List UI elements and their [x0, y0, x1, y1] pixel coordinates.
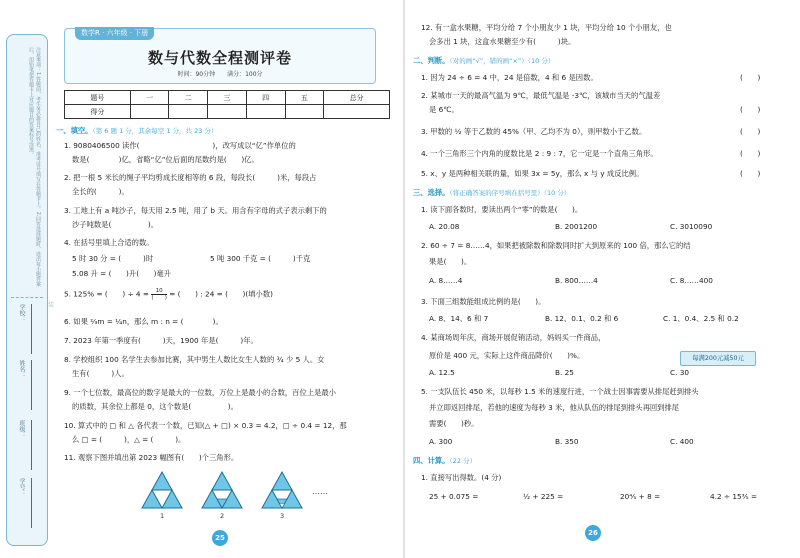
judge-3: 3. 甲数的 ½ 等于乙数的 45%（甲、乙均不为 0），则甲数小于乙数。 — [421, 127, 647, 136]
question-3a: 3. 工地上有 a 吨沙子，每天用 2.5 吨，用了 b 天。用含有字母的式子表示剩下的 — [64, 206, 327, 215]
section-note: （将正确答案的序号填在括号里）（10 分） — [449, 189, 571, 197]
question-5-part-a: 5. 125% = ( ) ÷ 4 = — [64, 289, 150, 299]
score-cell: 总分 — [324, 91, 390, 105]
fraction-numerator: 10 — [151, 288, 167, 295]
section-title: 四、计算。 — [413, 456, 450, 465]
choice-5b: 并立即返回排尾，若他的速度为每秒 3 米，他从队伍的排尾到排头再回到排尾 — [429, 403, 680, 412]
question-10a: 10. 算式中的 □ 和 △ 各代表一个数，已知(△ + □) × 0.3 = 4.2，□ ÷ 0.4 = 12，那 — [64, 421, 347, 430]
score-input-cell[interactable] — [246, 105, 285, 119]
judge-5-answer[interactable]: ( ) — [740, 169, 761, 178]
calc-1-item-c: 20⅘ + 8 = — [620, 492, 661, 501]
section-note: （第 6 题 1 分，其余每空 1 分，共 23 分） — [92, 127, 218, 135]
triangle-pattern-figure — [140, 470, 330, 518]
section-true-false — [413, 56, 554, 66]
triangle-ellipsis: …… — [312, 487, 328, 496]
score-input-cell[interactable] — [169, 105, 208, 119]
exam-meta: 时间：90分钟 满分：100分 — [177, 71, 263, 78]
choice-4a: 4. 某商场周年庆，商场开展促销活动，妈妈买一件商品， — [421, 333, 606, 342]
judge-5: 5. x、y 是两种相关联的量，如果 3x = 5y，那么 x 与 y 成反比例。 — [421, 169, 644, 178]
binding-cut-label: 装 — [48, 302, 55, 309]
section-note: （对的画“√”，错的画“×”）（10 分） — [449, 57, 555, 65]
question-9a: 9. 一个七位数，最高位的数字是最大的一位数，万位上是最小的合数，百位上是最小 — [64, 388, 336, 397]
triangle-figure-1 — [142, 472, 182, 508]
score-input-cell[interactable] — [130, 105, 169, 119]
score-cell: 五 — [285, 91, 324, 105]
question-7: 7. 2023 年第一季度有( )天，1900 年是( )年。 — [64, 336, 258, 345]
question-12b: 会多出 1 块，这盒水果糖至少有( )块。 — [429, 37, 576, 46]
grade-tag: 数学R · 六年级 · 下册 — [75, 27, 154, 40]
score-cell: 一 — [130, 91, 169, 105]
discount-sign: 每满200元减50元 — [680, 351, 756, 366]
judge-1-answer[interactable]: ( ) — [740, 73, 761, 82]
exam-notice: 注意事项：1.答题前，考生务必将自己的姓名、准考证号填写在答题卡上。2.回答选择题时，选出每小题答案后，用铅笔把答题卡上对应题目的答案标号涂黑。 — [28, 47, 41, 287]
choice-4-option-c[interactable]: C. 30 — [670, 368, 690, 377]
score-cell: 四 — [246, 91, 285, 105]
question-5-fraction — [151, 288, 167, 301]
field-class-label: 班级： — [18, 420, 25, 438]
choice-5-option-b[interactable]: B. 350 — [555, 437, 579, 446]
judge-2a: 2. 某城市一天的最高气温为 9℃，最低气温是 -3℃，该城市当天的气温差 — [421, 91, 661, 100]
choice-2-option-a[interactable]: A. 8……4 — [429, 276, 463, 285]
question-11: 11. 观察下图并填出第 2023 幅图有( )个三角形。 — [64, 453, 239, 462]
choice-5-option-a[interactable]: A. 300 — [429, 437, 453, 446]
choice-2-option-b[interactable]: B. 800……4 — [555, 276, 598, 285]
judge-3-answer[interactable]: ( ) — [740, 127, 761, 136]
choice-2-option-c[interactable]: C. 8……400 — [670, 276, 713, 285]
score-cell: 题号 — [65, 91, 131, 105]
choice-3: 3. 下面三组数能组成比例的是( )。 — [421, 297, 546, 306]
question-4: 4. 在括号里填上合适的数。 — [64, 238, 154, 247]
question-1b: 数是( )亿，省略“亿”位后面的尾数约是( )亿。 — [72, 155, 259, 164]
question-6: 6. 如果 ⅔m = ¼n，那么 m : n = ( )。 — [64, 317, 223, 326]
question-2b: 全长的( )。 — [72, 187, 129, 196]
section-title: 三、选择。 — [413, 188, 450, 197]
choice-5c: 需要( )秒。 — [429, 419, 479, 428]
field-id-label: 学号： — [18, 478, 25, 496]
title-banner — [64, 28, 376, 84]
section-fill-blank — [56, 126, 217, 136]
question-5 — [64, 288, 273, 301]
judge-1: 1. 因为 24 ÷ 6 = 4 中，24 是倍数，4 和 6 是因数。 — [421, 73, 598, 82]
page-title: 数与代数全程测评卷 — [147, 49, 292, 67]
field-school-label: 学校： — [18, 304, 25, 322]
field-id-line[interactable] — [31, 478, 32, 528]
question-5-part-b: = ( ) : 24 = ( )(填小数) — [169, 289, 273, 299]
section-title: 二、判断。 — [413, 56, 450, 65]
choice-4-option-b[interactable]: B. 25 — [555, 368, 574, 377]
section-calculation — [413, 456, 476, 466]
page-number-right: 26 — [585, 525, 601, 541]
student-info-form — [11, 297, 43, 538]
choice-3-option-a[interactable]: A. 8、14、6 和 7 — [429, 314, 489, 323]
choice-4b: 原价是 400 元，实际上这件商品降价( )%。 — [429, 351, 585, 360]
field-name-line[interactable] — [31, 360, 32, 410]
score-input-cell[interactable] — [285, 105, 324, 119]
judge-2-answer[interactable]: ( ) — [740, 105, 761, 114]
field-class-line[interactable] — [31, 420, 32, 470]
field-school-line[interactable] — [31, 304, 32, 354]
question-10b: 么 □ = ( )，△ = ( )。 — [72, 435, 186, 444]
judge-4-answer[interactable]: ( ) — [740, 149, 761, 158]
question-4b1: 5.08 升 = ( )升( )毫升 — [72, 269, 172, 278]
right-page — [405, 0, 800, 558]
question-9b: 的质数，其余位上都是 0，这个数是( )。 — [72, 402, 238, 411]
score-table-score-row — [65, 105, 390, 119]
choice-1: 1. 读下面各数时，要读出两个“零”的数是( )。 — [421, 205, 583, 214]
score-input-cell[interactable] — [208, 105, 247, 119]
choice-5-option-c[interactable]: C. 400 — [670, 437, 694, 446]
question-1a: 1. 9080406500 读作( )，改写成以“亿”作单位的 — [64, 141, 296, 150]
score-cell: 得分 — [65, 105, 131, 119]
score-table-header-row — [65, 91, 390, 105]
question-3b: 沙子吨数是( )。 — [72, 220, 158, 229]
calc-1-item-d: 4.2 ÷ 15⅗ = — [710, 492, 758, 501]
score-input-cell[interactable] — [324, 105, 390, 119]
field-name-label: 姓名： — [18, 360, 25, 378]
choice-1-option-a[interactable]: A. 20.08 — [429, 222, 460, 231]
judge-2b: 是 6℃。 — [429, 105, 459, 114]
score-table — [64, 90, 390, 119]
score-cell: 二 — [169, 91, 208, 105]
choice-3-option-c[interactable]: C. 1、0.4、2.5 和 0.2 — [663, 314, 739, 323]
question-8b: 生有( )人。 — [72, 369, 129, 378]
page-number-left: 25 — [212, 530, 228, 546]
question-8a: 8. 学校组织 100 名学生去参加比赛，其中男生人数比女生人数的 ¾ 少 5 人。女 — [64, 355, 325, 364]
question-12a: 12. 有一盒水果糖，平均分给 7 个小朋友少 1 块，平均分给 10 个小朋友，也 — [421, 23, 672, 32]
fraction-denominator: ( ) — [151, 295, 167, 301]
figure-label-1: 1 — [160, 512, 165, 520]
calc-1-item-b: ½ + 225 = — [523, 492, 564, 501]
question-2a: 2. 把一根 5 米长的绳子平均剪成长度相等的 6 段，每段长( )米，每段占 — [64, 173, 317, 182]
choice-5a: 5. 一支队伍长 450 米，以每秒 1.5 米的速度行进，一个战士因事需要从排尾赶到排头 — [421, 387, 699, 396]
triangle-figure-2 — [202, 472, 242, 508]
triangle-figure-3 — [262, 472, 302, 508]
judge-4: 4. 一个三角形三个内角的度数比是 2 : 9 : 7，它一定是一个直角三角形。 — [421, 149, 658, 158]
choice-3-option-b[interactable]: B. 12、0.1、0.2 和 6 — [545, 314, 619, 323]
section-multiple-choice — [413, 188, 570, 198]
choice-1-option-b[interactable]: B. 2001200 — [555, 222, 598, 231]
choice-4-option-a[interactable]: A. 12.5 — [429, 368, 455, 377]
student-info-sidebar — [6, 34, 48, 546]
choice-2a: 2. 60 ÷ 7 = 8……4，如果把被除数和除数同时扩大到原来的 100 倍，那么它的结 — [421, 241, 691, 250]
question-4a2: 5 吨 300 千克 = ( )千克 — [210, 254, 311, 263]
section-note: （22 分） — [449, 457, 477, 465]
choice-2b: 果是( )。 — [429, 257, 472, 266]
figure-label-2: 2 — [220, 512, 225, 520]
figure-label-3: 3 — [280, 512, 285, 520]
score-cell: 三 — [208, 91, 247, 105]
section-title: 一、填空。 — [56, 126, 93, 135]
question-4a1: 5 时 30 分 = ( )时 — [72, 254, 154, 263]
calc-1: 1. 直接写出得数。(4 分) — [421, 473, 502, 482]
choice-1-option-c[interactable]: C. 3010090 — [670, 222, 713, 231]
calc-1-item-a: 25 + 0.075 = — [429, 492, 479, 501]
